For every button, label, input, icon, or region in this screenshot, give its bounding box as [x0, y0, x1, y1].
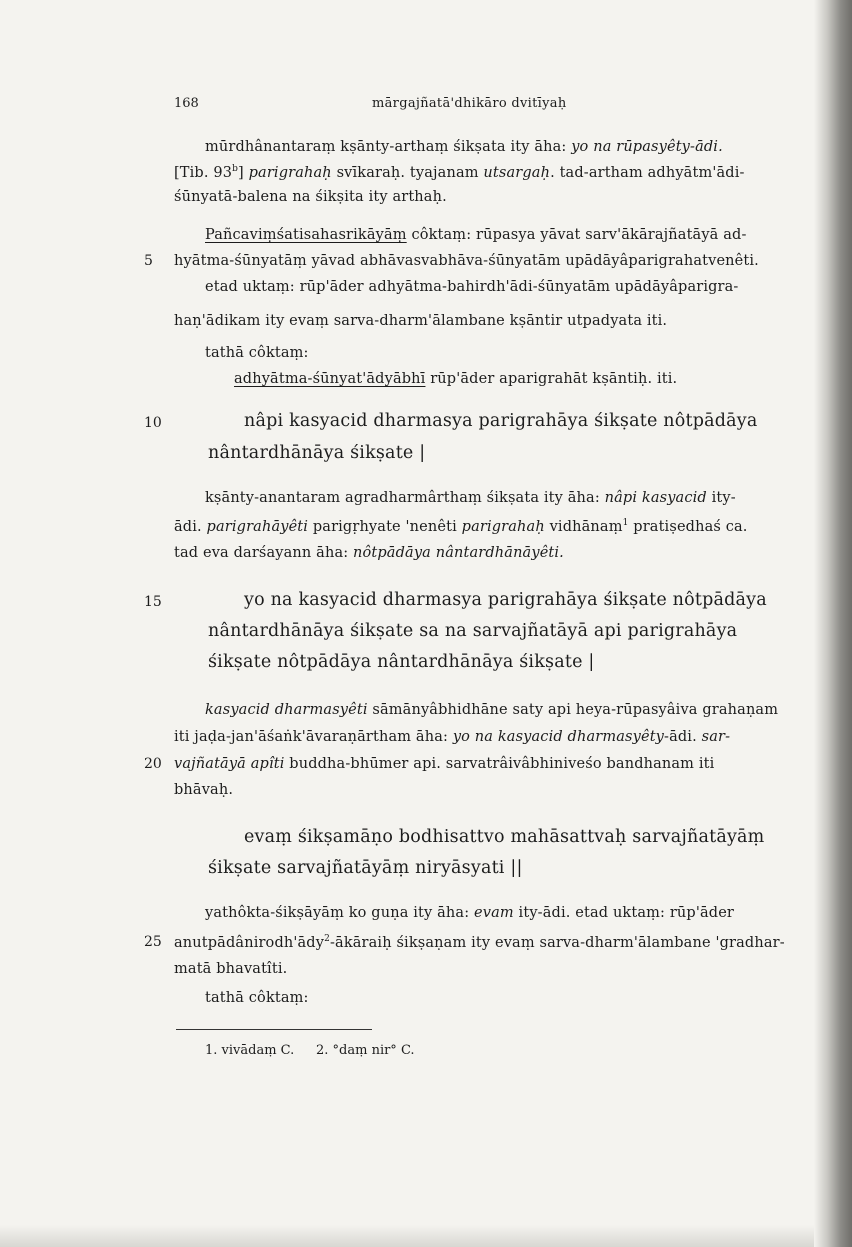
footnote-rule [176, 1029, 372, 1030]
comm3-line1: yathôkta-śikṣāyāṃ ko guṇa ity āha: evam ity-ādi. etad uktaṃ: rūp'āder [205, 905, 735, 921]
verse1-line2: nântardhānāya śikṣate | [208, 443, 426, 463]
comm3-line3: matā bhavatîti. [174, 961, 288, 977]
comm1-line1: kṣānty-anantaram agradharmârthaṃ śikṣata ity āha: nâpi kasyacid ity- [205, 490, 736, 506]
line-number-10: 10 [144, 415, 162, 431]
para1-line3: śūnyatā-balena na śikṣita ity arthaḥ. [174, 189, 447, 205]
para2-line2: hyātma-śūnyatāṃ yāvad abhāvasvabhāva-śūnyatām upādāyâparigrahatvenêti. [174, 253, 759, 269]
comm1-line3: tad eva darśayann āha: nôtpādāya nântardhānāyêti. [174, 545, 564, 561]
footnote-2: 2. °daṃ nir° C. [316, 1043, 415, 1058]
verse3-line1: evaṃ śikṣamāṇo bodhisattvo mahāsattvaḥ sarvajñatāyāṃ [244, 827, 765, 847]
line-number-25: 25 [144, 934, 162, 950]
comm3-line2: anutpādânirodh'ādy$^2$-ākāraiḥ śikṣaṇam ity evaṃ sarva-dharm'ālambane 'gradhar- [174, 934, 785, 951]
para1-line1: mūrdhânantaraṃ kṣānty-arthaṃ śikṣata ity āha: yo na rūpasyêty-ādi. [205, 139, 723, 155]
verse2-line2: nântardhānāya śikṣate sa na sarvajñatāyā api parigrahāya [208, 621, 738, 641]
verse2-line1: yo na kasyacid dharmasya parigrahāya śikṣate nôtpādāya [244, 590, 767, 610]
comm2-line4: bhāvaḥ. [174, 782, 234, 798]
para1-line2: [Tib. 93$^b$] parigrahaḥ svīkaraḥ. tyajanam utsargaḥ. tad-artham adhyātm'ādi- [174, 164, 745, 181]
para2-line6: adhyātma-śūnyat'ādyābhī rūp'āder aparigrahāt kṣāntiḥ. iti. [234, 371, 678, 387]
running-title: mārgajñatā'dhikāro dvitīyaḥ [372, 96, 567, 111]
line-number-5: 5 [144, 253, 153, 269]
page-edge-shadow [0, 1225, 814, 1247]
para2-line5: tathā côktaṃ: [205, 345, 309, 361]
comm3-line4: tathā côktaṃ: [205, 990, 309, 1006]
verse3-line2: śikṣate sarvajñatāyāṃ niryāsyati || [208, 858, 523, 878]
para2-line3: etad uktaṃ: rūp'āder adhyātma-bahirdh'ādi-śūnyatām upādāyâparigra- [205, 279, 739, 295]
comm2-line1: kasyacid dharmasyêti sāmānyâbhidhāne saty api heya-rūpasyâiva grahaṇam [205, 702, 779, 718]
line-number-15: 15 [144, 594, 162, 610]
book-spine-shadow [814, 0, 852, 1247]
para2-line1: Pañcaviṃśatisahasrikāyāṃ côktaṃ: rūpasya yāvat sarv'ākārajñatāyā ad- [205, 227, 747, 243]
comm2-line2: iti jaḍa-jan'āśaṅk'āvaraṇārtham āha: yo na kasyacid dharmasyêty-ādi. sar- [174, 729, 731, 745]
para2-line4: haṇ'ādikam ity evaṃ sarva-dharm'ālambane kṣāntir utpadyata iti. [174, 313, 668, 329]
comm1-line2: ādi. parigrahāyêti parigṛhyate 'nenêti parigrahaḥ vidhānaṃ$^1$ pratiṣedhaś ca. [174, 518, 748, 535]
footnote-1: 1. vivādaṃ C. [205, 1043, 295, 1058]
line-number-20: 20 [144, 756, 162, 772]
page-number: 168 [174, 96, 199, 111]
verse1-line1: nâpi kasyacid dharmasya parigrahāya śikṣate nôtpādāya [244, 411, 758, 431]
comm2-line3: vajñatāyā apîti buddha-bhūmer api. sarvatrâivâbhiniveśo bandhanam iti [174, 756, 715, 772]
verse2-line3: śikṣate nôtpādāya nântardhānāya śikṣate | [208, 652, 595, 672]
